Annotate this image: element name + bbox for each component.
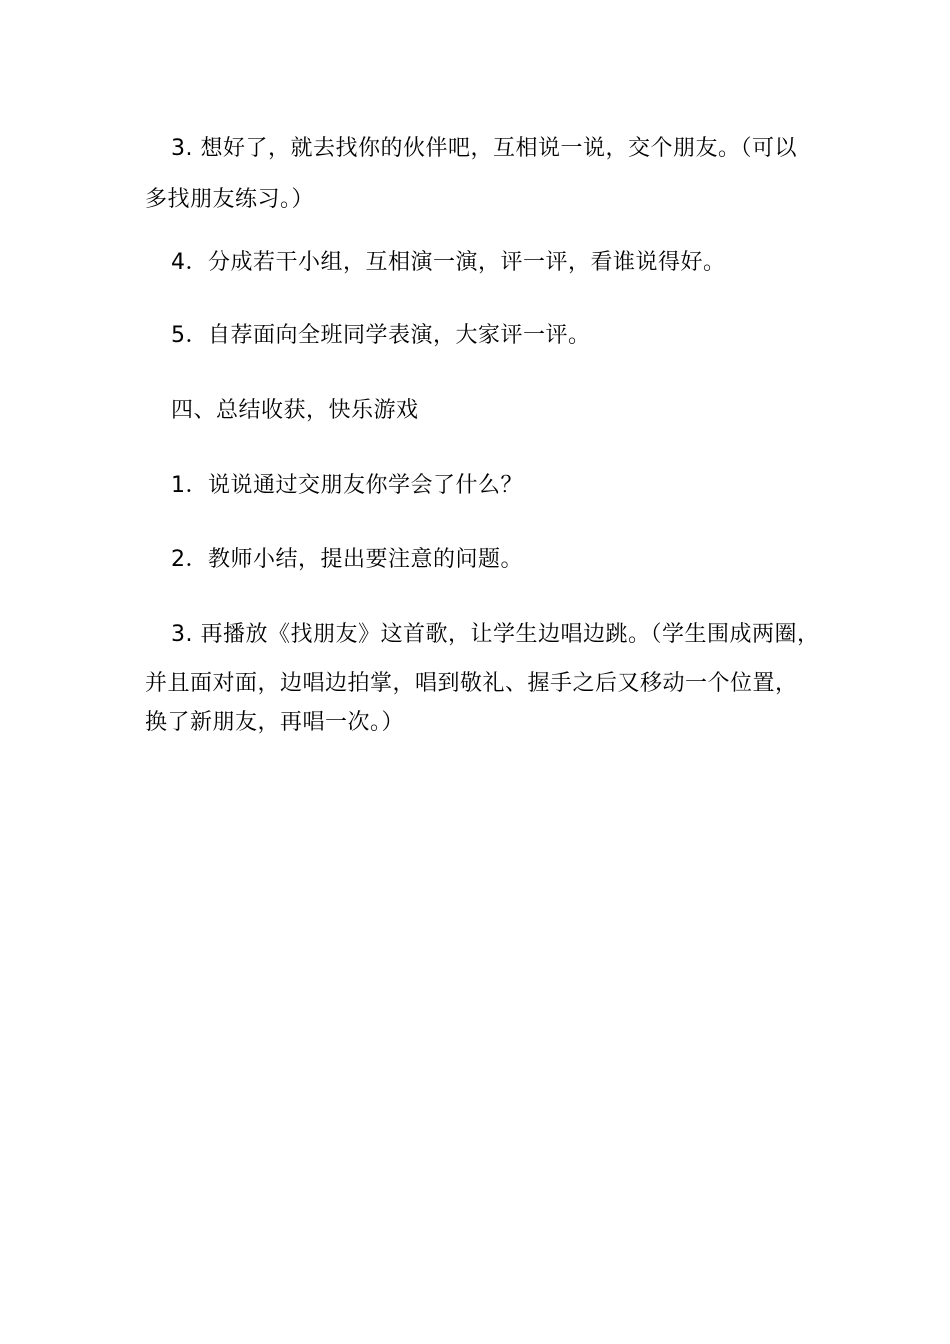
paragraph-4: 4．分成若干小组，互相演一演，评一评，看谁说得好。 <box>171 250 726 275</box>
summary-item-2: 2．教师小结，提出要注意的问题。 <box>171 547 523 572</box>
paragraph-3-line-1: 3. 想好了，就去找你的伙伴吧，互相说一说，交个朋友。（可以 <box>171 136 797 161</box>
section-heading-4: 四、总结收获，快乐游戏 <box>171 398 419 423</box>
summary-item-3-line-1: 3. 再播放《找朋友》这首歌，让学生边唱边跳。（学生围成两圈， <box>171 622 820 647</box>
summary-item-3-line-3: 换了新朋友，再唱一次。） <box>145 710 405 735</box>
summary-item-3-line-2: 并且面对面，边唱边拍掌，唱到敬礼、握手之后又移动一个位置， <box>145 671 798 696</box>
paragraph-3-line-2: 多找朋友练习。） <box>145 187 315 212</box>
summary-item-1: 1．说说通过交朋友你学会了什么？ <box>171 473 523 498</box>
paragraph-5: 5．自荐面向全班同学表演，大家评一评。 <box>171 323 591 348</box>
